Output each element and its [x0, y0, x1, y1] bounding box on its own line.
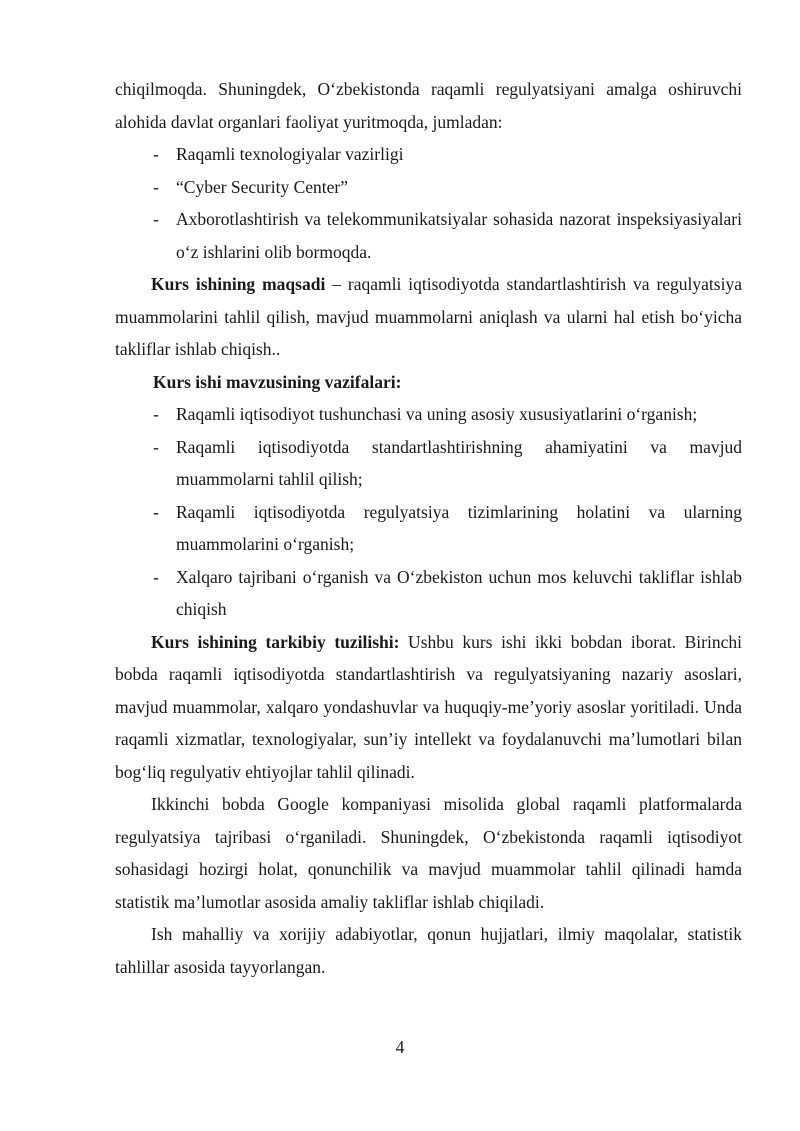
list-item: - Raqamli iqtisodiyot tushunchasi va uning asosiy xususiyatlarini o‘rganish;: [115, 398, 742, 431]
list-item: - Raqamli texnologiyalar vazirligi: [115, 138, 742, 171]
tasks-heading: Kurs ishi mavzusining vazifalari:: [153, 371, 402, 392]
list-marker: -: [153, 209, 159, 229]
list-marker: -: [153, 566, 159, 587]
list-item: - “Cyber Security Center”: [115, 171, 742, 204]
paragraph-sources: Ish mahalliy va xorijiy adabiyotlar, qonun hujjatlari, ilmiy maqolalar, statistik tahlillar asosida tayyorlangan.: [115, 924, 742, 977]
list-marker: -: [153, 404, 159, 424]
structure-label: Kurs ishining tarkibiy tuzilishi:: [151, 631, 400, 652]
page-content: [115, 73, 742, 983]
list-marker: -: [153, 176, 159, 197]
goal-label: Kurs ishining maqsadi: [151, 274, 326, 294]
list-item: - Axborotlashtirish va telekommunikatsiyalar sohasida nazorat inspeksiyasiyalari o‘z ishlarini olib bormoqda.: [115, 203, 742, 268]
paragraph-goal: [115, 268, 742, 366]
list-item: - Raqamli iqtisodiyotda regulyatsiya tizimlarining holatini va ularning muammolarini o‘rganish;: [115, 496, 742, 561]
list-marker: -: [153, 144, 159, 164]
goal-text: – raqamli iqtisodiyotda standartlashtirish va regulyatsiya muammolarini tahlil qilish, mavjud muammolarni aniqlash va ularni hal etish bo‘yicha takliflar ishlab chiqish..: [115, 274, 742, 359]
paragraph-intro: chiqilmoqda. Shuningdek, O‘zbekistonda raqamli regulyatsiyani amalga oshiruvchi alohida davlat organlari faoliyat yuritmoqda, jumladan:: [115, 79, 742, 132]
list-item: - Raqamli iqtisodiyotda standartlashtirishning ahamiyatini va mavjud muammolarni tahlil qilish;: [115, 431, 742, 496]
list-marker: -: [153, 501, 159, 522]
agencies-list: [115, 138, 742, 268]
page-number: 4: [395, 1037, 405, 1057]
tasks-list: [115, 398, 742, 626]
paragraph-structure: [115, 626, 742, 789]
paragraph-chapter2: Ikkinchi bobda Google kompaniyasi misolida global raqamli platformalarda regulyatsiya tajribasi o‘rganiladi. Shuningdek, O‘zbekistonda raqamli iqtisodiyot sohasidagi hozirgi holat, qonunchilik va mavjud muammolar tahlil qilinadi hamda statistik ma’lumotlar asosida amaliy takliflar ishlab chiqiladi.: [115, 794, 742, 912]
list-marker: -: [153, 436, 159, 457]
structure-text: Ushbu kurs ishi ikki bobdan iborat. Birinchi bobda raqamli iqtisodiyotda standartlashtirish va regulyatsiyaning nazariy asoslari, mavjud muammolar, xalqaro yondashuvlar va huquqiy-me’yoriy asoslar yoritiladi. Unda raqamli xizmatlar, texnologiyalar, sun’iy intellekt va foydalanuvchi ma’lumotlari bilan bog‘liq regulyativ ehtiyojlar tahlil qilinadi.: [115, 631, 742, 782]
list-item: - Xalqaro tajribani o‘rganish va O‘zbekiston uchun mos keluvchi takliflar ishlab chiqish: [115, 561, 742, 626]
